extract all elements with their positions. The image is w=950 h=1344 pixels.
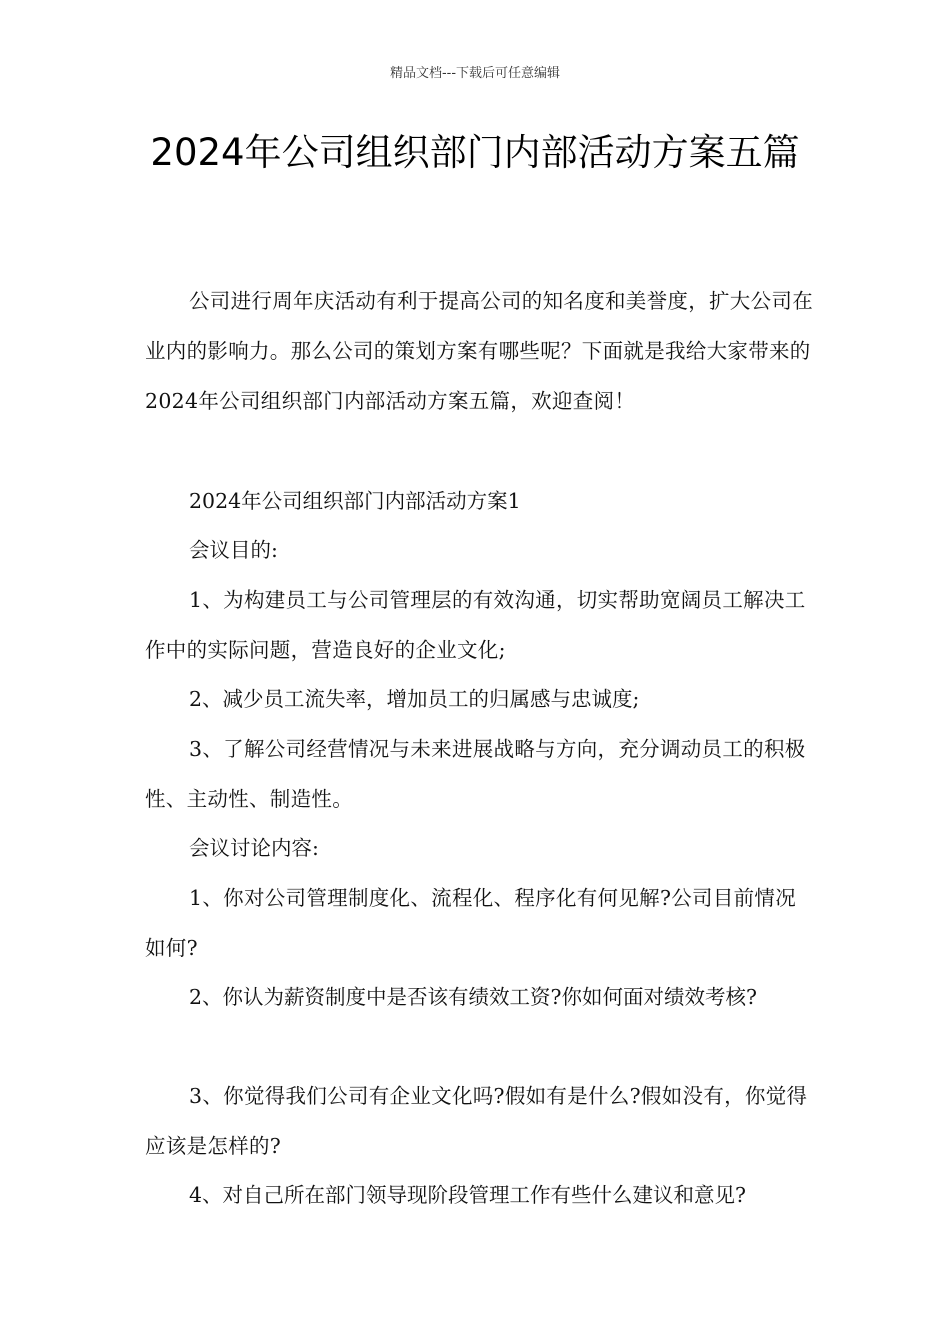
discussion-item: 4、对自己所在部门领导现阶段管理工作有些什么建议和意见? bbox=[189, 1183, 747, 1207]
discussion-item: 1、你对公司管理制度化、流程化、程序化有何见解?公司目前情况如何? bbox=[145, 886, 797, 960]
discussion-item: 2、你认为薪资制度中是否该有绩效工资?你如何面对绩效考核? bbox=[189, 985, 758, 1009]
document-title: 2024年公司组织部门内部活动方案五篇 bbox=[150, 131, 800, 174]
meeting-purpose-label: 会议目的: bbox=[189, 538, 278, 562]
discussion-item: 3、你觉得我们公司有企业文化吗?假如有是什么?假如没有，你觉得应该是怎样的? bbox=[145, 1084, 808, 1158]
section-heading: 2024年公司组织部门内部活动方案1 bbox=[189, 489, 521, 513]
intro-paragraph: 公司进行周年庆活动有利于提高公司的知名度和美誉度，扩大公司在业内的影响力。那么公司的策划方案有哪些呢？下面就是我给大家带来的2024年公司组织部门内部活动方案五篇，欢迎查阅！ bbox=[145, 289, 813, 413]
discussion-label: 会议讨论内容: bbox=[189, 836, 319, 860]
header-note: 精品文档---下载后可任意编辑 bbox=[389, 66, 561, 81]
purpose-item: 2、减少员工流失率，增加员工的归属感与忠诚度; bbox=[189, 687, 640, 711]
purpose-item: 3、了解公司经营情况与未来进展战略与方向，充分调动员工的积极性、主动性、制造性。 bbox=[145, 737, 806, 811]
purpose-item: 1、为构建员工与公司管理层的有效沟通，切实帮助宽阔员工解决工作中的实际问题，营造良好的企业文化; bbox=[145, 588, 806, 662]
